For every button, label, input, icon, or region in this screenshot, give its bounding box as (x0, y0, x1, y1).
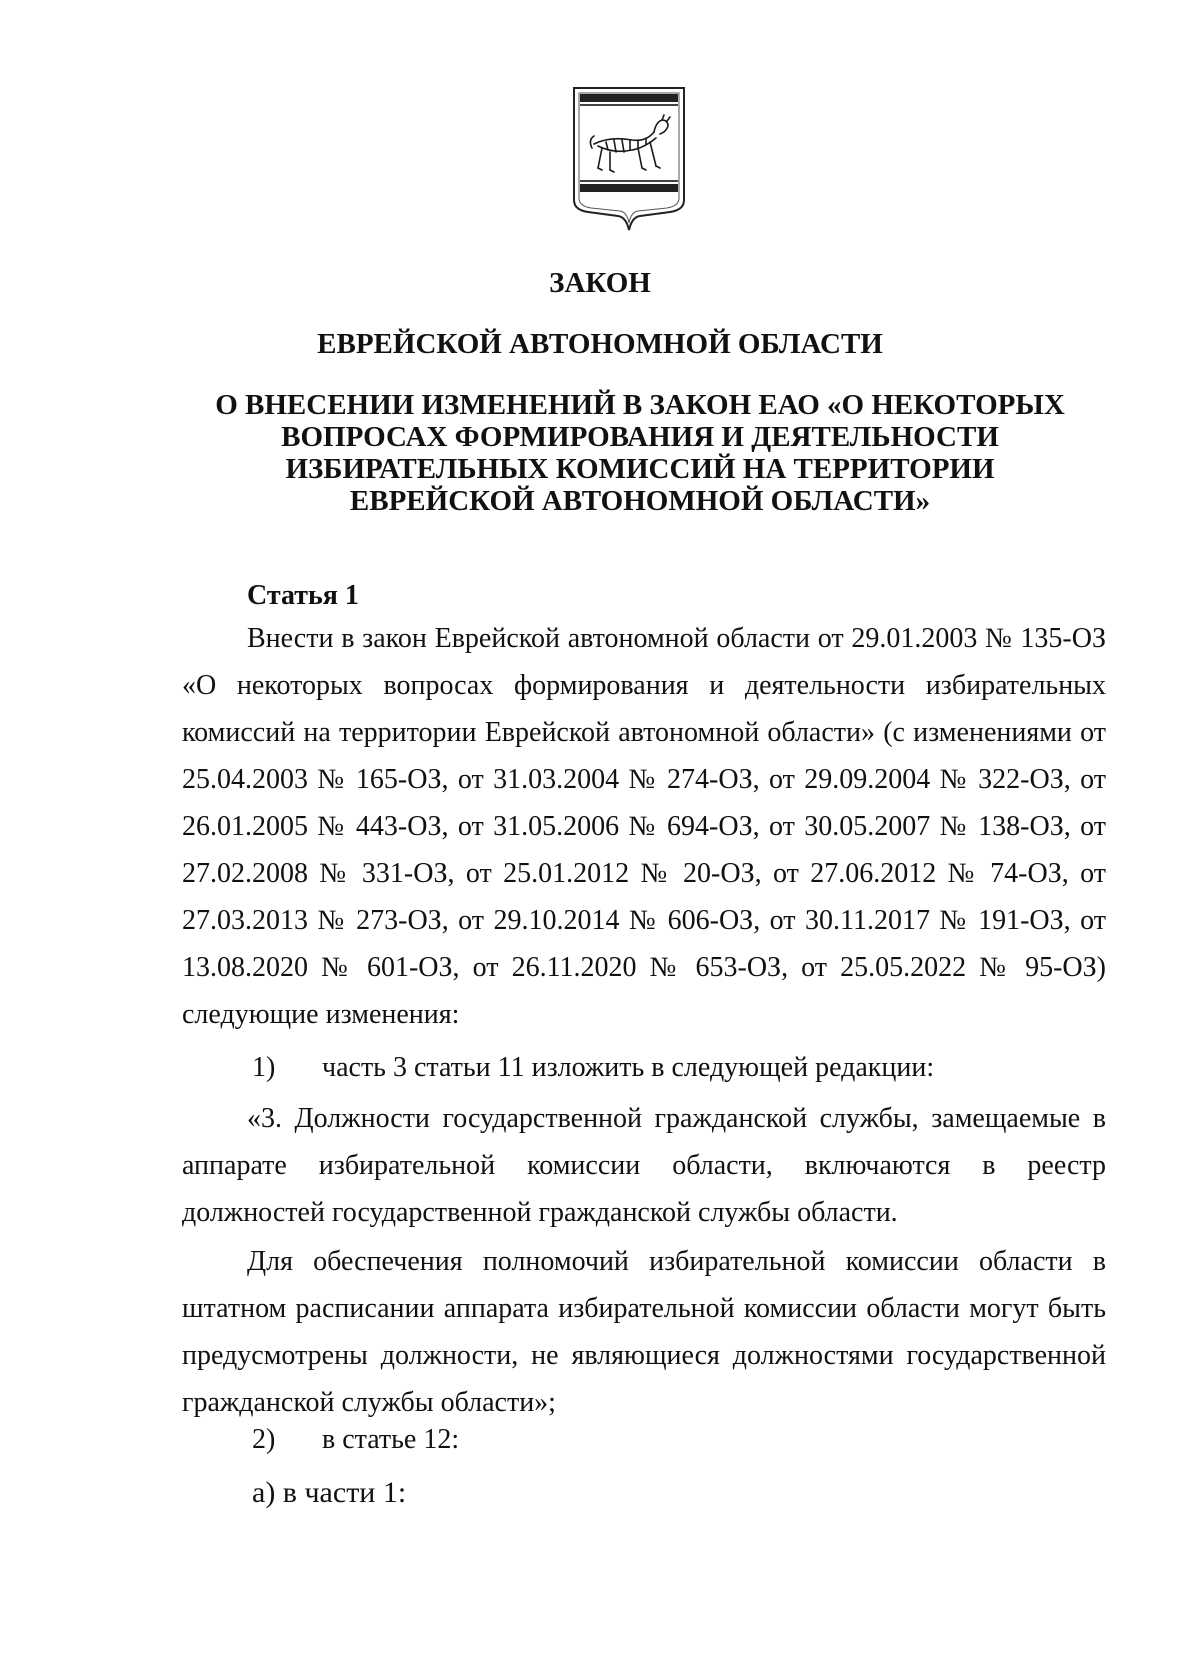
paragraph-amendments-intro: Внести в закон Еврейской автономной области от 29.01.2003 № 135-ОЗ «О некоторых вопросах формирования и деятельности избирательных комиссий на территории Еврейской автономной области» (с изменениями от 25.04.2003 № 165-ОЗ, от 31.03.2004 № 274-ОЗ, от 29.09.2004 № 322-ОЗ, от 26.01.2005 № 443-ОЗ, от 31.05.2006 № 694-ОЗ, от 30.05.2007 № 138-ОЗ, от 27.02.2008 № 331-ОЗ, от 25.01.2012 № 20-ОЗ, от 27.06.2012 № 74-ОЗ, от 27.03.2013 № 273-ОЗ, от 29.10.2014 № 606-ОЗ, от 30.11.2017 № 191-ОЗ, от 13.08.2020 № 601-ОЗ, от 26.11.2020 № 653-ОЗ, от 25.05.2022 № 95-ОЗ) следующие изменения: (182, 623, 1106, 1030)
list-item-number: 1) (252, 1052, 276, 1083)
paragraph-staffing: Для обеспечения полномочий избирательной комиссии области в штатном расписании аппарата избирательной комиссии области могут быть предусмотрены должности, не являющиеся должностями государственной гражданской службы области»; (182, 1246, 1106, 1418)
list-item-text: часть 3 статьи 11 изложить в следующей редакции: (322, 1052, 935, 1083)
paragraph-part-3: «3. Должности государственной гражданской службы, замещаемые в аппарате избирательной комиссии области, включаются в реестр должностей государственной гражданской службы области. (182, 1103, 1106, 1228)
law-title: О ВНЕСЕНИИ ИЗМЕНЕНИЙ В ЗАКОН ЕАО «О НЕКОТОРЫХ ВОПРОСАХ ФОРМИРОВАНИЯ И ДЕЯТЕЛЬНОСТИ ИЗБИРАТЕЛЬНЫХ КОМИССИЙ НА ТЕРРИТОРИИ ЕВРЕЙСКОЙ АВТОНОМНОЙ ОБЛАСТИ» (215, 389, 1065, 517)
region-name: ЕВРЕЙСКОЙ АВТОНОМНОЙ ОБЛАСТИ (317, 328, 883, 360)
article-heading: Статья 1 (247, 580, 359, 611)
sub-item-a: а) в части 1: (252, 1476, 407, 1509)
list-item-text: в статье 12: (322, 1424, 460, 1455)
list-item-number: 2) (252, 1424, 276, 1455)
coat-of-arms-tiger-icon (570, 84, 688, 232)
law-label: ЗАКОН (549, 267, 651, 299)
